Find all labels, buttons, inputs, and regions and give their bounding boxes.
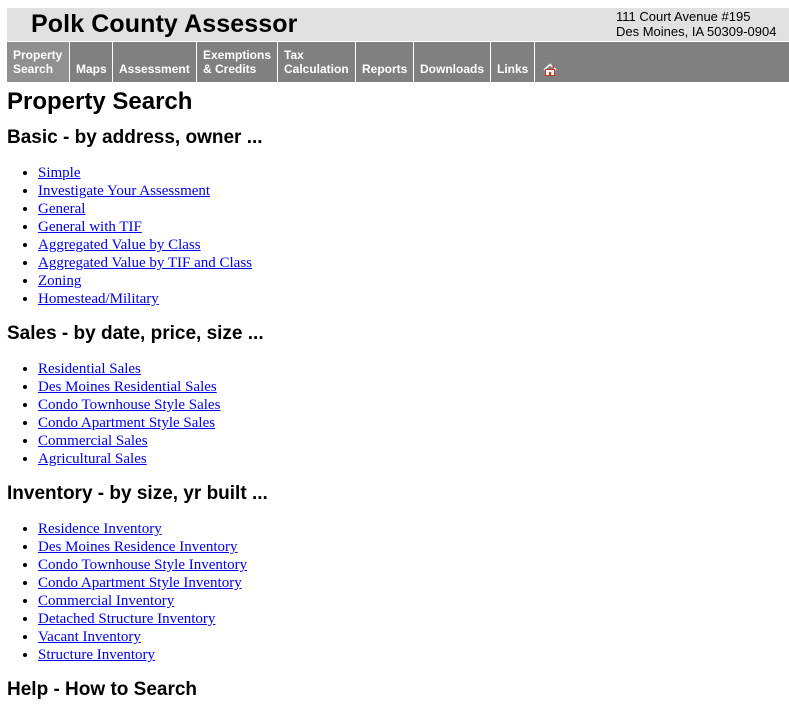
nav-reports-label: Reports: [362, 62, 408, 76]
nav-tax-line1: Tax: [284, 48, 304, 62]
section-title-inventory: Inventory - by size, yr built ...: [7, 483, 268, 504]
list-item: [38, 538, 789, 556]
list-item: [38, 396, 789, 414]
link-general[interactable]: General: [38, 201, 86, 217]
link-residence-inventory[interactable]: Residence Inventory: [38, 521, 162, 537]
nav-maps-label: Maps: [76, 62, 107, 76]
link-condo-apartment-inventory[interactable]: Condo Apartment Style Inventory: [38, 575, 242, 591]
page-title: Property Search: [7, 88, 193, 115]
link-structure-inventory[interactable]: Structure Inventory: [38, 647, 156, 663]
nav-maps[interactable]: [70, 42, 113, 82]
list-item: [38, 290, 789, 308]
address-line-1: 111 Court Avenue #195: [616, 9, 751, 24]
list-item: [38, 520, 789, 538]
nav-exemptions-line2: & Credits: [203, 62, 257, 76]
link-simple[interactable]: Simple: [38, 165, 81, 181]
site-header: [7, 8, 789, 41]
section-title-sales: Sales - by date, price, size ...: [7, 323, 264, 344]
link-residential-sales[interactable]: Residential Sales: [38, 361, 141, 377]
section-title-help: Help - How to Search: [7, 679, 198, 700]
list-item: [38, 182, 789, 200]
home-icon: [543, 63, 557, 76]
link-investigate-assessment[interactable]: Investigate Your Assessment: [38, 183, 211, 199]
list-item: [38, 628, 789, 646]
list-item: [38, 378, 789, 396]
link-vacant-inventory[interactable]: Vacant Inventory: [38, 629, 141, 645]
nav-downloads-label: Downloads: [420, 62, 485, 76]
link-list-basic: [7, 164, 789, 308]
nav-assessment-label: Assessment: [119, 62, 190, 76]
list-item: [38, 254, 789, 272]
link-commercial-sales[interactable]: Commercial Sales: [38, 433, 148, 449]
nav-tax-line2: Calculation: [284, 62, 349, 76]
link-list-sales: [7, 360, 789, 468]
main-content: [7, 86, 789, 702]
nav-property-search-line1: Property: [13, 48, 63, 62]
link-aggregated-value-class[interactable]: Aggregated Value by Class: [38, 237, 201, 253]
nav-links-label: Links: [497, 62, 529, 76]
list-item: [38, 556, 789, 574]
nav-assessment[interactable]: [113, 42, 197, 82]
link-aggregated-value-tif-class[interactable]: Aggregated Value by TIF and Class: [38, 255, 252, 271]
list-item: [38, 574, 789, 592]
link-condo-apartment-sales[interactable]: Condo Apartment Style Sales: [38, 415, 216, 431]
link-detached-structure-inventory[interactable]: Detached Structure Inventory: [38, 611, 216, 627]
main-nav: [7, 42, 789, 82]
nav-downloads[interactable]: [414, 42, 491, 82]
list-item: [38, 432, 789, 450]
nav-home[interactable]: [535, 42, 565, 82]
list-item: [38, 200, 789, 218]
office-address: [616, 9, 776, 39]
link-agricultural-sales[interactable]: Agricultural Sales: [38, 451, 147, 467]
nav-exemptions-credits[interactable]: [197, 42, 278, 82]
nav-tax-calculation[interactable]: [278, 42, 356, 82]
list-item: [38, 414, 789, 432]
list-item: [38, 592, 789, 610]
link-commercial-inventory[interactable]: Commercial Inventory: [38, 593, 175, 609]
link-des-moines-residential-sales[interactable]: Des Moines Residential Sales: [38, 379, 217, 395]
link-homestead-military[interactable]: Homestead/Military: [38, 291, 159, 307]
nav-links[interactable]: [491, 42, 535, 82]
list-item: [38, 164, 789, 182]
link-zoning[interactable]: Zoning: [38, 273, 82, 289]
link-general-with-tif[interactable]: General with TIF: [38, 219, 142, 235]
nav-property-search[interactable]: [7, 42, 70, 82]
site-title[interactable]: Polk County Assessor: [31, 10, 298, 38]
list-item: [38, 360, 789, 378]
list-item: [38, 646, 789, 664]
list-item: [38, 218, 789, 236]
link-condo-townhouse-inventory[interactable]: Condo Townhouse Style Inventory: [38, 557, 248, 573]
list-item: [38, 610, 789, 628]
list-item: [38, 272, 789, 290]
nav-property-search-line2: Search: [13, 62, 54, 76]
link-des-moines-residence-inventory[interactable]: Des Moines Residence Inventory: [38, 539, 238, 555]
nav-exemptions-line1: Exemptions: [203, 48, 272, 62]
link-list-inventory: [7, 520, 789, 664]
section-title-basic: Basic - by address, owner ...: [7, 127, 263, 148]
link-condo-townhouse-sales[interactable]: Condo Townhouse Style Sales: [38, 397, 221, 413]
list-item: [38, 236, 789, 254]
list-item: [38, 450, 789, 468]
nav-reports[interactable]: [356, 42, 414, 82]
address-line-2: Des Moines, IA 50309-0904: [616, 24, 777, 39]
